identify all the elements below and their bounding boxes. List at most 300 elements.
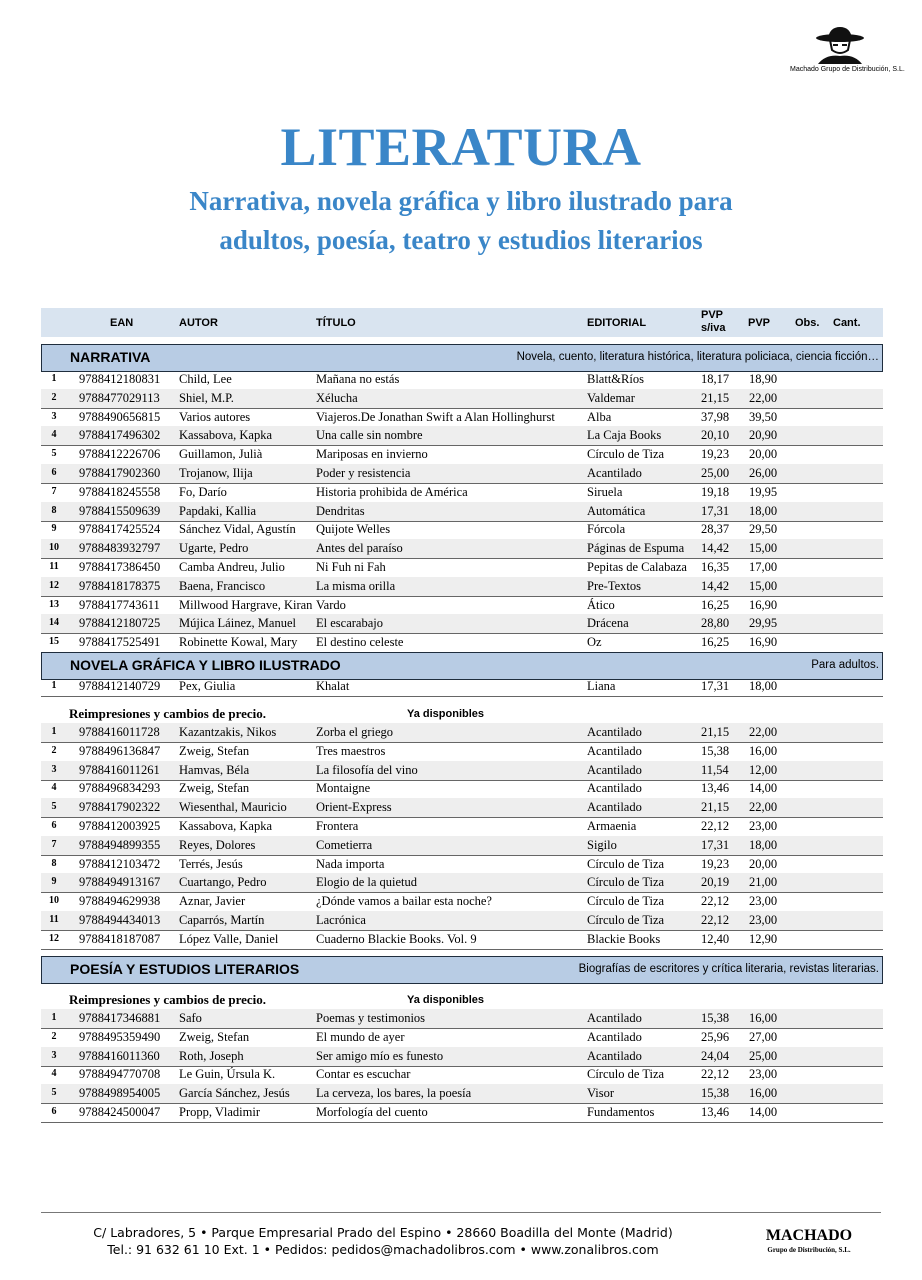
cell-pvp: 26,00 <box>749 466 778 480</box>
cell-pvp-siva: 22,12 <box>701 1067 730 1082</box>
logo-text: Machado Grupo de Distribución, S.L. <box>790 66 905 73</box>
col-editorial: EDITORIAL <box>587 317 647 329</box>
cell-titulo: Mariposas en invierno <box>316 447 428 462</box>
cell-pvp-siva: 16,35 <box>701 560 730 574</box>
cell-editorial: Acantilado <box>587 1011 642 1025</box>
cell-n: 4 <box>51 429 57 441</box>
cell-pvp-siva: 24,04 <box>701 1048 730 1063</box>
section-description: Biografías de escritores y crítica literaria, revistas literarias. <box>578 963 879 975</box>
cell-n: 11 <box>49 561 59 572</box>
cell-editorial: Círculo de Tiza <box>587 894 665 909</box>
cell-titulo: Vardo <box>316 597 346 612</box>
cell-editorial: Acantilado <box>587 725 642 739</box>
table-row <box>41 614 883 634</box>
cell-pvp: 16,00 <box>749 743 778 758</box>
cell-n: 10 <box>49 895 59 907</box>
availability-label: Ya disponibles <box>407 994 485 1006</box>
cell-titulo: El escarabajo <box>316 616 383 631</box>
cell-titulo: Mañana no estás <box>316 372 400 386</box>
cell-n: 2 <box>51 1030 57 1042</box>
cell-pvp-siva: 17,31 <box>701 679 730 693</box>
table-row <box>41 1028 883 1048</box>
cell-pvp: 23,00 <box>749 1067 778 1082</box>
cell-autor: Robinette Kowal, Mary <box>179 635 298 650</box>
cell-pvp: 27,00 <box>749 1029 778 1044</box>
table-row <box>41 911 883 931</box>
cell-titulo: Ni Fuh ni Fah <box>316 560 386 574</box>
table-row <box>41 930 883 950</box>
cell-n: 9 <box>51 876 57 888</box>
cell-editorial: Acantilado <box>587 466 642 480</box>
cell-pvp-siva: 19,23 <box>701 856 730 871</box>
cell-n: 1 <box>51 680 57 691</box>
cell-pvp-siva: 12,40 <box>701 931 730 946</box>
cell-pvp-siva: 28,80 <box>701 616 730 631</box>
cell-pvp-siva: 14,42 <box>701 578 730 593</box>
cell-pvp: 22,00 <box>749 390 778 405</box>
cell-pvp: 20,90 <box>749 428 778 443</box>
cell-n: 12 <box>49 932 59 944</box>
cell-editorial: Liana <box>587 679 616 693</box>
table-row <box>41 892 883 912</box>
cell-titulo: Una calle sin nombre <box>316 428 423 443</box>
cell-editorial: Drácena <box>587 616 629 631</box>
cell-pvp-siva: 17,31 <box>701 503 730 518</box>
table-row <box>41 677 883 697</box>
table-row <box>41 855 883 875</box>
cell-n: 4 <box>51 1068 57 1080</box>
cell-n: 3 <box>51 763 57 775</box>
cell-titulo: Tres maestros <box>316 743 386 758</box>
cell-ean: 9788496834293 <box>79 781 161 796</box>
col-pvp-siva-line2: s/iva <box>701 322 726 334</box>
cell-autor: Millwood Hargrave, Kiran <box>179 597 313 612</box>
cell-editorial: Visor <box>587 1086 615 1101</box>
cell-ean: 9788412180725 <box>79 616 161 631</box>
cell-autor: Reyes, Dolores <box>179 837 256 852</box>
cell-ean: 9788417425524 <box>79 522 161 537</box>
cell-autor: Kazantzakis, Nikos <box>179 725 277 739</box>
cell-ean: 9788418178375 <box>79 578 161 593</box>
man-with-hat-icon <box>812 24 868 64</box>
cell-titulo: Cuaderno Blackie Books. Vol. 9 <box>316 931 477 946</box>
table-row <box>41 502 883 522</box>
cell-pvp: 12,00 <box>749 762 778 777</box>
table-row <box>41 1103 883 1123</box>
cell-n: 3 <box>51 410 57 422</box>
table-row <box>41 426 883 446</box>
cell-pvp-siva: 20,10 <box>701 428 730 443</box>
table-row <box>41 389 883 409</box>
cell-autor: Fo, Darío <box>179 484 227 499</box>
cell-n: 15 <box>49 636 59 648</box>
cell-editorial: Pre-Textos <box>587 578 641 593</box>
cell-editorial: Acantilado <box>587 1048 642 1063</box>
availability-label: Ya disponibles <box>407 708 485 720</box>
cell-pvp-siva: 13,46 <box>701 1105 730 1119</box>
cell-titulo: El mundo de ayer <box>316 1029 405 1044</box>
cell-pvp: 18,90 <box>749 372 778 386</box>
cell-n: 1 <box>51 1012 57 1023</box>
cell-ean: 9788494899355 <box>79 837 161 852</box>
cell-autor: Caparrós, Martín <box>179 913 265 927</box>
table-row <box>41 798 883 818</box>
cell-autor: Kassabova, Kapka <box>179 819 273 833</box>
table-row <box>41 596 883 616</box>
cell-pvp-siva: 13,46 <box>701 781 730 796</box>
cell-pvp-siva: 16,25 <box>701 635 730 650</box>
col-obs: Obs. <box>795 317 820 329</box>
cell-pvp: 18,00 <box>749 679 778 693</box>
cell-editorial: Círculo de Tiza <box>587 875 665 890</box>
cell-autor: Zweig, Stefan <box>179 743 250 758</box>
cell-pvp: 29,95 <box>749 616 778 631</box>
cell-pvp-siva: 22,12 <box>701 819 730 833</box>
cell-titulo: ¿Dónde vamos a bailar esta noche? <box>316 894 492 909</box>
table-row <box>41 723 883 743</box>
cell-pvp: 22,00 <box>749 725 778 739</box>
section-title: POESÍA Y ESTUDIOS LITERARIOS <box>70 961 300 977</box>
cell-n: 1 <box>51 726 57 737</box>
table-row <box>41 1047 883 1067</box>
logo <box>790 24 905 84</box>
cell-autor: Kassabova, Kapka <box>179 428 273 443</box>
cell-pvp: 20,00 <box>749 447 778 462</box>
section-poesia <box>41 956 883 984</box>
cell-editorial: Círculo de Tiza <box>587 447 665 462</box>
section-narrativa <box>41 344 883 372</box>
cell-ean: 9788416011261 <box>79 762 160 777</box>
cell-ean: 9788418245558 <box>79 484 161 499</box>
cell-n: 1 <box>51 373 57 384</box>
table-row <box>41 742 883 762</box>
cell-autor: Shiel, M.P. <box>179 390 234 405</box>
cell-pvp-siva: 21,15 <box>701 390 730 405</box>
col-titulo: TÍTULO <box>316 317 356 329</box>
cell-ean: 9788495359490 <box>79 1029 161 1044</box>
table-row <box>41 1065 883 1085</box>
cell-editorial: Blatt&Ríos <box>587 372 644 386</box>
cell-pvp-siva: 19,18 <box>701 484 730 499</box>
cell-titulo: Lacrónica <box>316 913 366 927</box>
cell-titulo: Quijote Welles <box>316 522 391 537</box>
cell-pvp: 21,00 <box>749 875 778 890</box>
cell-autor: Zweig, Stefan <box>179 1029 250 1044</box>
table-row <box>41 761 883 781</box>
cell-pvp-siva: 22,12 <box>701 894 730 909</box>
cell-autor: Hamvas, Béla <box>179 762 250 777</box>
table-row <box>41 408 883 428</box>
section-title: NARRATIVA <box>70 349 151 365</box>
footer-brand: MACHADO <box>765 1227 853 1244</box>
cell-titulo: Cometierra <box>316 837 373 852</box>
cell-n: 6 <box>51 820 57 831</box>
cell-editorial: Siruela <box>587 484 623 499</box>
table-row <box>41 539 883 559</box>
cell-pvp: 14,00 <box>749 1105 778 1119</box>
cell-pvp-siva: 15,38 <box>701 1086 730 1101</box>
cell-autor: Camba Andreu, Julio <box>179 560 285 574</box>
table-row <box>41 558 883 578</box>
cell-pvp-siva: 28,37 <box>701 522 730 537</box>
cell-titulo: La cerveza, los bares, la poesía <box>316 1086 472 1101</box>
cell-n: 2 <box>51 391 57 403</box>
table-row <box>41 836 883 856</box>
cell-pvp: 12,90 <box>749 931 778 946</box>
cell-autor: Guillamon, Julià <box>179 447 263 462</box>
cell-editorial: Ático <box>587 597 615 612</box>
subtitle-line-2: adultos, poesía, teatro y estudios literarios <box>219 225 703 255</box>
cell-editorial: Automática <box>587 503 646 518</box>
cell-titulo: Nada importa <box>316 856 385 871</box>
cell-ean: 9788498954005 <box>79 1086 161 1101</box>
cell-n: 5 <box>51 1087 57 1099</box>
cell-pvp-siva: 14,42 <box>701 541 730 556</box>
cell-autor: Mújica Láinez, Manuel <box>179 616 296 631</box>
cell-pvp-siva: 37,98 <box>701 409 730 424</box>
cell-ean: 9788412226706 <box>79 447 161 462</box>
cell-n: 5 <box>51 448 57 460</box>
cell-n: 2 <box>51 744 57 756</box>
cell-ean: 9788417743611 <box>79 597 160 612</box>
table-row <box>41 577 883 597</box>
cell-autor: Ugarte, Pedro <box>179 541 249 556</box>
cell-pvp-siva: 25,96 <box>701 1029 730 1044</box>
cell-titulo: Orient-Express <box>316 800 392 815</box>
cell-ean: 9788417346881 <box>79 1011 161 1025</box>
cell-titulo: La filosofía del vino <box>316 762 418 777</box>
cell-ean: 9788415509639 <box>79 503 161 518</box>
cell-pvp-siva: 18,17 <box>701 372 730 386</box>
table-row <box>41 1084 883 1104</box>
cell-pvp-siva: 17,31 <box>701 837 730 852</box>
cell-titulo: Antes del paraíso <box>316 541 403 556</box>
cell-titulo: Dendritas <box>316 503 365 518</box>
cell-titulo: Montaigne <box>316 781 371 796</box>
cell-ean: 9788416011728 <box>79 725 160 739</box>
cell-n: 13 <box>49 598 59 610</box>
reimpresiones-label: Reimpresiones y cambios de precio. <box>69 706 267 721</box>
cell-editorial: Acantilado <box>587 762 642 777</box>
cell-pvp: 15,00 <box>749 578 778 593</box>
cell-n: 4 <box>51 782 57 794</box>
table-row <box>41 370 883 390</box>
page-title: LITERATURA <box>280 117 642 177</box>
cell-ean: 9788417496302 <box>79 428 161 443</box>
table-row <box>41 633 883 653</box>
section-description: Novela, cuento, literatura histórica, literatura policiaca, ciencia ficción… <box>516 351 879 363</box>
cell-ean: 9788477029113 <box>79 390 160 405</box>
cell-titulo: Ser amigo mío es funesto <box>316 1048 444 1063</box>
footer-divider <box>41 1212 881 1213</box>
cell-ean: 9788417386450 <box>79 560 161 574</box>
cell-autor: Le Guin, Úrsula K. <box>179 1067 276 1082</box>
cell-editorial: Círculo de Tiza <box>587 1067 665 1082</box>
cell-pvp: 20,00 <box>749 856 778 871</box>
cell-titulo: Frontera <box>316 819 359 833</box>
column-headers <box>41 308 883 337</box>
cell-pvp: 18,00 <box>749 837 778 852</box>
footer-contact: Tel.: 91 632 61 10 Ext. 1 • Pedidos: pedidos@machadolibros.com • www.zonalibros.com <box>107 1242 659 1257</box>
cell-ean: 9788494913167 <box>79 875 161 890</box>
table-row <box>41 483 883 503</box>
cell-autor: Pex, Giulia <box>179 679 236 693</box>
cell-pvp-siva: 21,15 <box>701 800 730 815</box>
cell-editorial: Fundamentos <box>587 1105 655 1119</box>
cell-titulo: Elogio de la quietud <box>316 875 418 890</box>
cell-editorial: Páginas de Espuma <box>587 541 685 556</box>
cell-n: 10 <box>49 542 59 554</box>
cell-autor: García Sánchez, Jesús <box>179 1086 290 1101</box>
cell-n: 8 <box>51 857 57 869</box>
footer-brand-sub: Grupo de Distribución, S.L. <box>767 1246 851 1254</box>
table-row <box>41 445 883 465</box>
cell-editorial: Pepitas de Calabaza <box>587 560 687 574</box>
cell-autor: Propp, Vladimir <box>179 1105 261 1119</box>
cell-editorial: Valdemar <box>587 390 635 405</box>
cell-editorial: Acantilado <box>587 743 642 758</box>
subtitle-line-1: Narrativa, novela gráfica y libro ilustrado para <box>189 186 733 216</box>
cell-editorial: Oz <box>587 635 602 650</box>
cell-pvp-siva: 21,15 <box>701 725 730 739</box>
cell-autor: Child, Lee <box>179 372 232 386</box>
cell-autor: Papdaki, Kallia <box>179 503 257 518</box>
cell-autor: Safo <box>179 1011 202 1025</box>
col-cant: Cant. <box>833 317 861 329</box>
reimpresiones-label: Reimpresiones y cambios de precio. <box>69 992 267 1007</box>
table-row <box>41 873 883 893</box>
cell-pvp: 16,90 <box>749 635 778 650</box>
cell-autor: Roth, Joseph <box>179 1048 244 1063</box>
cell-pvp-siva: 16,25 <box>701 597 730 612</box>
cell-titulo: Morfología del cuento <box>316 1105 428 1119</box>
cell-pvp: 25,00 <box>749 1048 778 1063</box>
table-row <box>41 779 883 799</box>
cell-ean: 9788412003925 <box>79 819 161 833</box>
cell-pvp: 23,00 <box>749 913 778 927</box>
cell-editorial: Círculo de Tiza <box>587 856 665 871</box>
table-row <box>41 817 883 837</box>
cell-pvp: 19,95 <box>749 484 778 499</box>
cell-ean: 9788418187087 <box>79 931 161 946</box>
cell-ean: 9788417525491 <box>79 635 161 650</box>
cell-ean: 9788412140729 <box>79 679 161 693</box>
cell-titulo: Historia prohibida de América <box>316 484 468 499</box>
cell-n: 11 <box>49 914 59 925</box>
cell-n: 7 <box>51 838 57 850</box>
cell-pvp: 16,00 <box>749 1011 778 1025</box>
cell-titulo: Poemas y testimonios <box>316 1011 426 1025</box>
cell-n: 14 <box>49 617 59 629</box>
cell-editorial: Acantilado <box>587 800 642 815</box>
cell-autor: Baena, Francisco <box>179 578 266 593</box>
cell-autor: Zweig, Stefan <box>179 781 250 796</box>
cell-n: 9 <box>51 523 57 535</box>
cell-editorial: Blackie Books <box>587 931 661 946</box>
cell-ean: 9788412180831 <box>79 372 161 386</box>
cell-ean: 9788417902360 <box>79 466 161 480</box>
cell-titulo: La misma orilla <box>316 578 396 593</box>
cell-pvp: 18,00 <box>749 503 778 518</box>
cell-n: 6 <box>51 1106 57 1117</box>
section-title: NOVELA GRÁFICA Y LIBRO ILUSTRADO <box>70 657 341 673</box>
col-pvp-siva <box>701 309 725 335</box>
cell-titulo: Khalat <box>316 679 350 693</box>
cell-pvp: 39,50 <box>749 409 778 424</box>
col-ean: EAN <box>110 317 134 329</box>
cell-ean: 9788416011360 <box>79 1048 160 1063</box>
cell-pvp: 15,00 <box>749 541 778 556</box>
cell-pvp: 23,00 <box>749 894 778 909</box>
cell-pvp-siva: 15,38 <box>701 1011 730 1025</box>
col-pvp: PVP <box>748 317 771 329</box>
cell-autor: Terrés, Jesús <box>179 856 243 871</box>
cell-pvp-siva: 11,54 <box>701 762 729 777</box>
cell-editorial: Armaenia <box>587 819 637 833</box>
cell-pvp: 22,00 <box>749 800 778 815</box>
cell-pvp-siva: 25,00 <box>701 466 730 480</box>
cell-ean: 9788490656815 <box>79 409 161 424</box>
cell-autor: Wiesenthal, Mauricio <box>179 800 287 815</box>
footer-address: C/ Labradores, 5 • Parque Empresarial Prado del Espino • 28660 Boadilla del Monte (Madrid) <box>93 1225 673 1240</box>
cell-ean: 9788494770708 <box>79 1067 161 1082</box>
cell-n: 7 <box>51 485 57 497</box>
cell-ean: 9788483932797 <box>79 541 161 556</box>
cell-pvp: 14,00 <box>749 781 778 796</box>
cell-pvp: 17,00 <box>749 560 778 574</box>
cell-pvp: 16,00 <box>749 1086 778 1101</box>
cell-n: 8 <box>51 504 57 516</box>
cell-editorial: Fórcola <box>587 522 626 537</box>
cell-editorial: Sigilo <box>587 837 617 852</box>
cell-titulo: El destino celeste <box>316 635 404 650</box>
cell-autor: Trojanow, Ilija <box>179 466 253 480</box>
col-pvp-siva-line1: PVP <box>701 309 724 321</box>
cell-ean: 9788412103472 <box>79 856 161 871</box>
cell-titulo: Xélucha <box>316 390 358 405</box>
cell-editorial: Círculo de Tiza <box>587 913 665 927</box>
cell-n: 12 <box>49 579 59 591</box>
cell-ean: 9788496136847 <box>79 743 161 758</box>
cell-pvp: 23,00 <box>749 819 778 833</box>
section-description: Para adultos. <box>811 659 879 671</box>
cell-autor: Sánchez Vidal, Agustín <box>179 522 296 537</box>
cell-ean: 9788494629938 <box>79 894 161 909</box>
cell-editorial: Acantilado <box>587 1029 642 1044</box>
cell-autor: Aznar, Javier <box>179 894 246 909</box>
cell-titulo: Contar es escuchar <box>316 1067 411 1082</box>
section-novela-grafica <box>41 652 883 680</box>
cell-pvp: 16,90 <box>749 597 778 612</box>
cell-pvp-siva: 19,23 <box>701 447 730 462</box>
cell-titulo: Poder y resistencia <box>316 466 411 480</box>
cell-pvp-siva: 20,19 <box>701 875 730 890</box>
cell-n: 3 <box>51 1049 57 1061</box>
cell-titulo: Viajeros.De Jonathan Swift a Alan Hollinghurst <box>316 409 555 424</box>
cell-autor: López Valle, Daniel <box>179 931 279 946</box>
col-autor: AUTOR <box>179 317 218 329</box>
cell-ean: 9788417902322 <box>79 800 161 815</box>
cell-n: 5 <box>51 801 57 813</box>
cell-autor: Cuartango, Pedro <box>179 875 267 890</box>
cell-ean: 9788494434013 <box>79 913 161 927</box>
cell-pvp: 29,50 <box>749 522 778 537</box>
table-row <box>41 1009 883 1029</box>
cell-pvp-siva: 15,38 <box>701 743 730 758</box>
cell-ean: 9788424500047 <box>79 1105 161 1119</box>
cell-pvp-siva: 22,12 <box>701 913 730 927</box>
cell-editorial: Alba <box>587 409 612 424</box>
